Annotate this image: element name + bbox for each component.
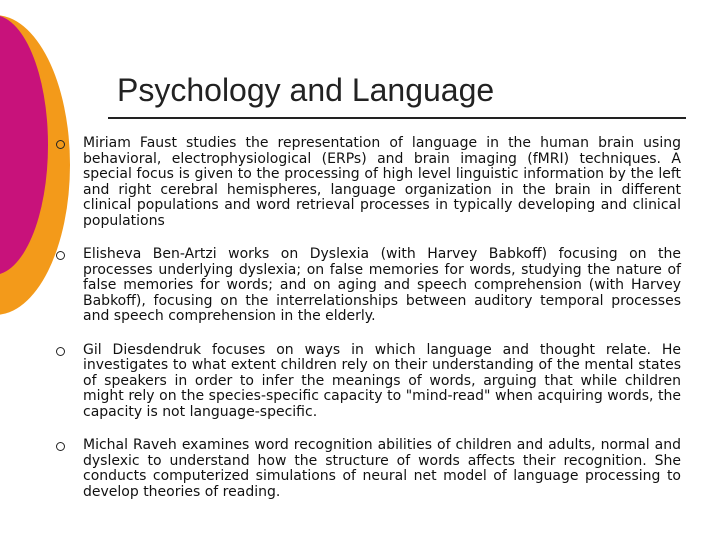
title-underline: [108, 117, 686, 119]
person-name: Miriam Faust: [83, 135, 177, 151]
person-name: Michal Raveh: [83, 437, 177, 453]
bullet-circle-icon: [56, 347, 65, 356]
bullet-item-gil-diesdendruk: [56, 343, 696, 421]
bullet-text: [83, 438, 681, 500]
bullet-item-miriam-faust: [56, 136, 696, 229]
person-name: Elisheva Ben-Artzi: [83, 246, 217, 262]
bullet-circle-icon: [56, 140, 65, 149]
person-description: focuses on ways in which language and thought relate. He investigates to what extent children rely on their understanding of the mental states of speakers in order to infer the meanings of words, arguing that while children might rely on the species-specific capacity to "mind-read" when acquiring words, the capacity is not language-specific.: [83, 341, 681, 420]
bullet-circle-icon: [56, 251, 65, 260]
person-name: Gil Diesdendruk: [83, 341, 202, 358]
bullet-list: [56, 136, 696, 500]
person-description: works on Dyslexia (with Harvey Babkoff) focusing on the processes underlying dyslexia; on false memories for words, studying the nature of false memories for words; and on aging and speech comprehension (with Harvey Babkoff), focusing on the interrelationships between auditory temporal processes and speech comprehension in the elderly.: [83, 246, 681, 324]
bullet-item-elisheva-ben-artzi: [56, 247, 696, 325]
person-description: examines word recognition abilities of children and adults, normal and dyslexic to understand how the structure of words affects their recognition. She conducts computerized simulations of neural net model of language processing to develop theories of reading.: [83, 437, 681, 500]
slide-title: Psychology and Language: [117, 72, 495, 108]
bullet-item-michal-raveh: [56, 438, 696, 500]
bullet-text: [83, 343, 681, 421]
bullet-text: [83, 136, 681, 229]
bullet-circle-icon: [56, 442, 65, 451]
person-description: studies the representation of language in the human brain using behavioral, electrophysiological (ERPs) and brain imaging (fMRI) techniques. A special focus is given to the processing of high level linguistic information by the left and right cerebral hemispheres, language organization in the brain in different clinical populations and word retrieval processes in typically developing and clinical populations: [83, 135, 681, 229]
bullet-text: [83, 247, 681, 325]
